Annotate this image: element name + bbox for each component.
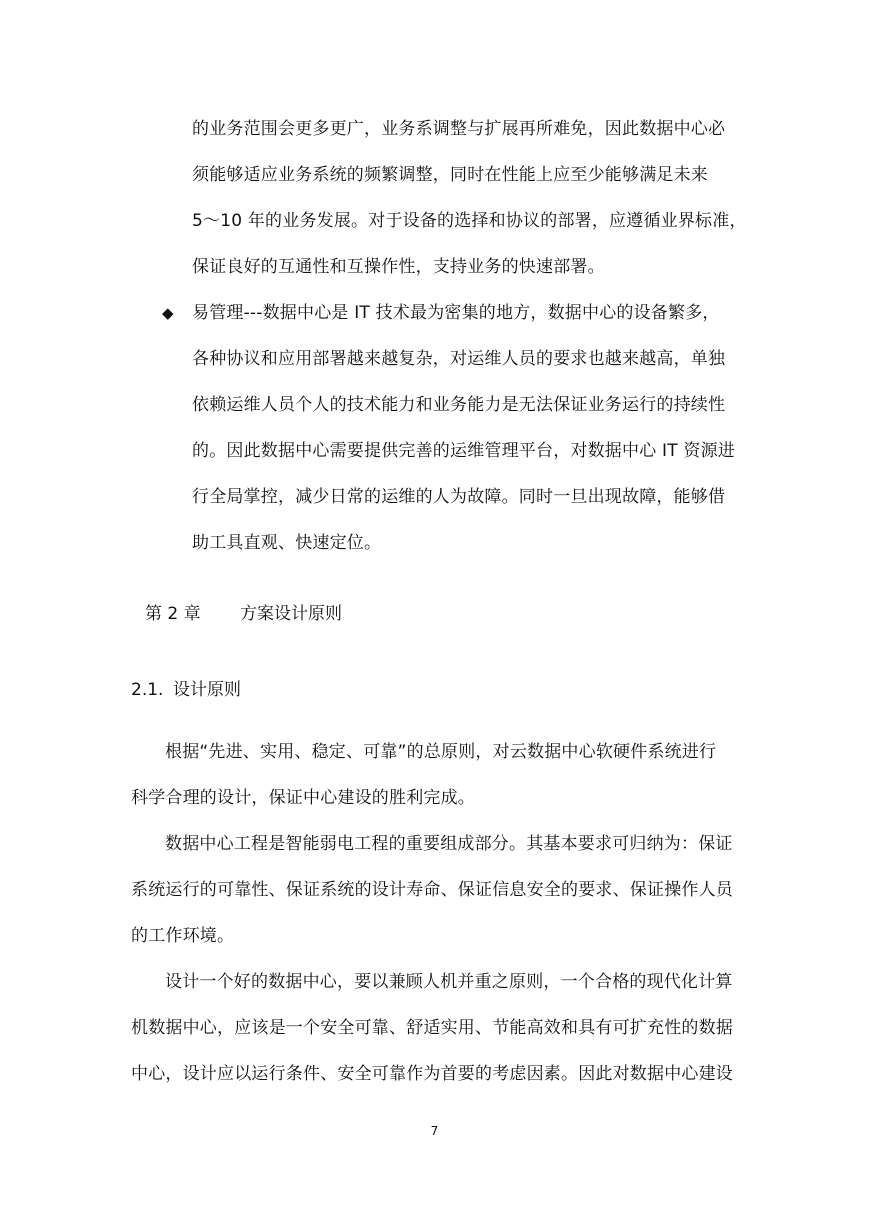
body-text-line: 须能够适应业务系统的频繁调整，同时在性能上应至少能够满足未来 (192, 165, 708, 185)
chapter-number: 第 2 章 (145, 604, 201, 624)
paragraph-line: 科学合理的设计，保证中心建设的胜利完成。 (131, 788, 475, 808)
bullet-text-line: 各种协议和应用部署越来越复杂，对运维人员的要求也越来越高，单独 (192, 349, 726, 369)
body-text-line: 的业务范围会更多更广，业务系调整与扩展再所难免，因此数据中心必 (192, 119, 726, 139)
body-text-line: 保证良好的互通性和互操作性，支持业务的快速部署。 (192, 257, 605, 277)
body-text-line: 5～10 年的业务发展。对于设备的选择和协议的部署，应遵循业界标准， (192, 211, 747, 231)
section-title: 设计原则 (173, 680, 241, 700)
paragraph-line: 根据“先进、实用、稳定、可靠”的总原则，对云数据中心软硬件系统进行 (165, 742, 717, 762)
paragraph-line: 机数据中心，应该是一个安全可靠、舒适实用、节能高效和具有可扩充性的数据 (131, 1018, 733, 1038)
bullet-text-line: 助工具直观、快速定位。 (192, 533, 382, 553)
bullet-text-line: 的。因此数据中心需要提供完善的运维管理平台，对数据中心 IT 资源进 (192, 441, 736, 461)
bullet-text-line: 行全局掌控，减少日常的运维的人为故障。同时一旦出现故障，能够借 (192, 487, 726, 507)
chapter-title: 方案设计原则 (240, 604, 342, 624)
paragraph-line: 的工作环境。 (131, 926, 235, 946)
section-number: 2.1. (131, 680, 164, 700)
page-number: 7 (430, 1124, 439, 1138)
diamond-bullet-icon: ◆ (162, 304, 174, 322)
bullet-text-line: 依赖运维人员个人的技术能力和业务能力是无法保证业务运行的持续性 (192, 395, 726, 415)
paragraph-line: 数据中心工程是智能弱电工程的重要组成部分。其基本要求可归纳为：保证 (165, 834, 733, 854)
paragraph-line: 中心，设计应以运行条件、安全可靠作为首要的考虑因素。因此对数据中心建设 (131, 1064, 733, 1084)
bullet-text-line: 易管理---数据中心是 IT 技术最为密集的地方，数据中心的设备繁多， (192, 303, 720, 323)
paragraph-line: 设计一个好的数据中心，要以兼顾人机并重之原则，一个合格的现代化计算 (165, 972, 733, 992)
paragraph-line: 系统运行的可靠性、保证系统的设计寿命、保证信息安全的要求、保证操作人员 (131, 880, 733, 900)
